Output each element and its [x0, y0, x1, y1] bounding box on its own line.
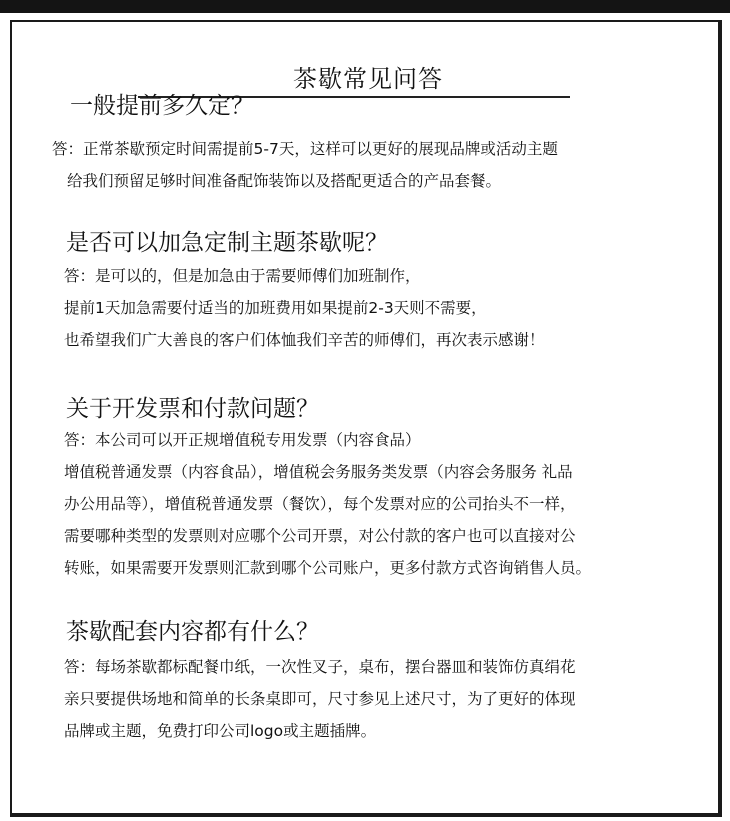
faq-section-2 — [0, 228, 730, 356]
page-title: 茶歇常见问答 — [293, 65, 443, 93]
faq-question: 茶歇配套内容都有什么？ — [66, 619, 319, 645]
faq-answer-line: 亲只要提供场地和简单的长条桌即可，尺寸参见上述尺寸，为了更好的体现 — [64, 690, 576, 708]
faq-answer-line: 需要哪种类型的发票则对应哪个公司开票，对公付款的客户也可以直接对公 — [64, 527, 576, 545]
faq-question: 关于开发票和付款问题？ — [66, 396, 319, 422]
faq-answer-line: 增值税普通发票（内容食品），增值税会务服务类发票（内容会务服务 礼品 — [64, 463, 573, 481]
faq-section-4 — [0, 617, 730, 747]
faq-answer-line: 转账，如果需要开发票则汇款到哪个公司账户，更多付款方式咨询销售人员。 — [64, 559, 592, 577]
faq-section-1 — [0, 91, 730, 197]
faq-question: 是否可以加急定制主题茶歇呢？ — [66, 230, 388, 256]
faq-answer-line: 办公用品等），增值税普通发票（餐饮），每个发票对应的公司抬头不一样， — [64, 495, 576, 513]
faq-answer-line: 答：每场茶歇都标配餐巾纸，一次性叉子，桌布，摆台器皿和装饰仿真绢花 — [64, 658, 576, 676]
top-border-bar — [0, 0, 730, 13]
faq-answer-line: 给我们预留足够时间准备配饰装饰以及搭配更适合的产品套餐。 — [67, 172, 502, 190]
faq-answer-line: 品牌或主题，免费打印公司logo或主题插牌。 — [64, 722, 377, 740]
faq-question: 一般提前多久定？ — [70, 93, 254, 119]
faq-answer-line: 答：正常茶歇预定时间需提前5-7天，这样可以更好的展现品牌或活动主题 — [52, 140, 558, 158]
faq-answer-line: 提前1天加急需要付适当的加班费用如果提前2-3天则不需要， — [64, 299, 487, 317]
faq-section-3 — [0, 394, 730, 584]
faq-answer-line: 也希望我们广大善良的客户们体恤我们辛苦的师傅们，再次表示感谢！ — [64, 331, 545, 349]
faq-answer-line: 答：本公司可以开正规增值税专用发票（内容食品） — [64, 431, 421, 449]
faq-answer-line: 答：是可以的，但是加急由于需要师傅们加班制作， — [64, 267, 421, 285]
